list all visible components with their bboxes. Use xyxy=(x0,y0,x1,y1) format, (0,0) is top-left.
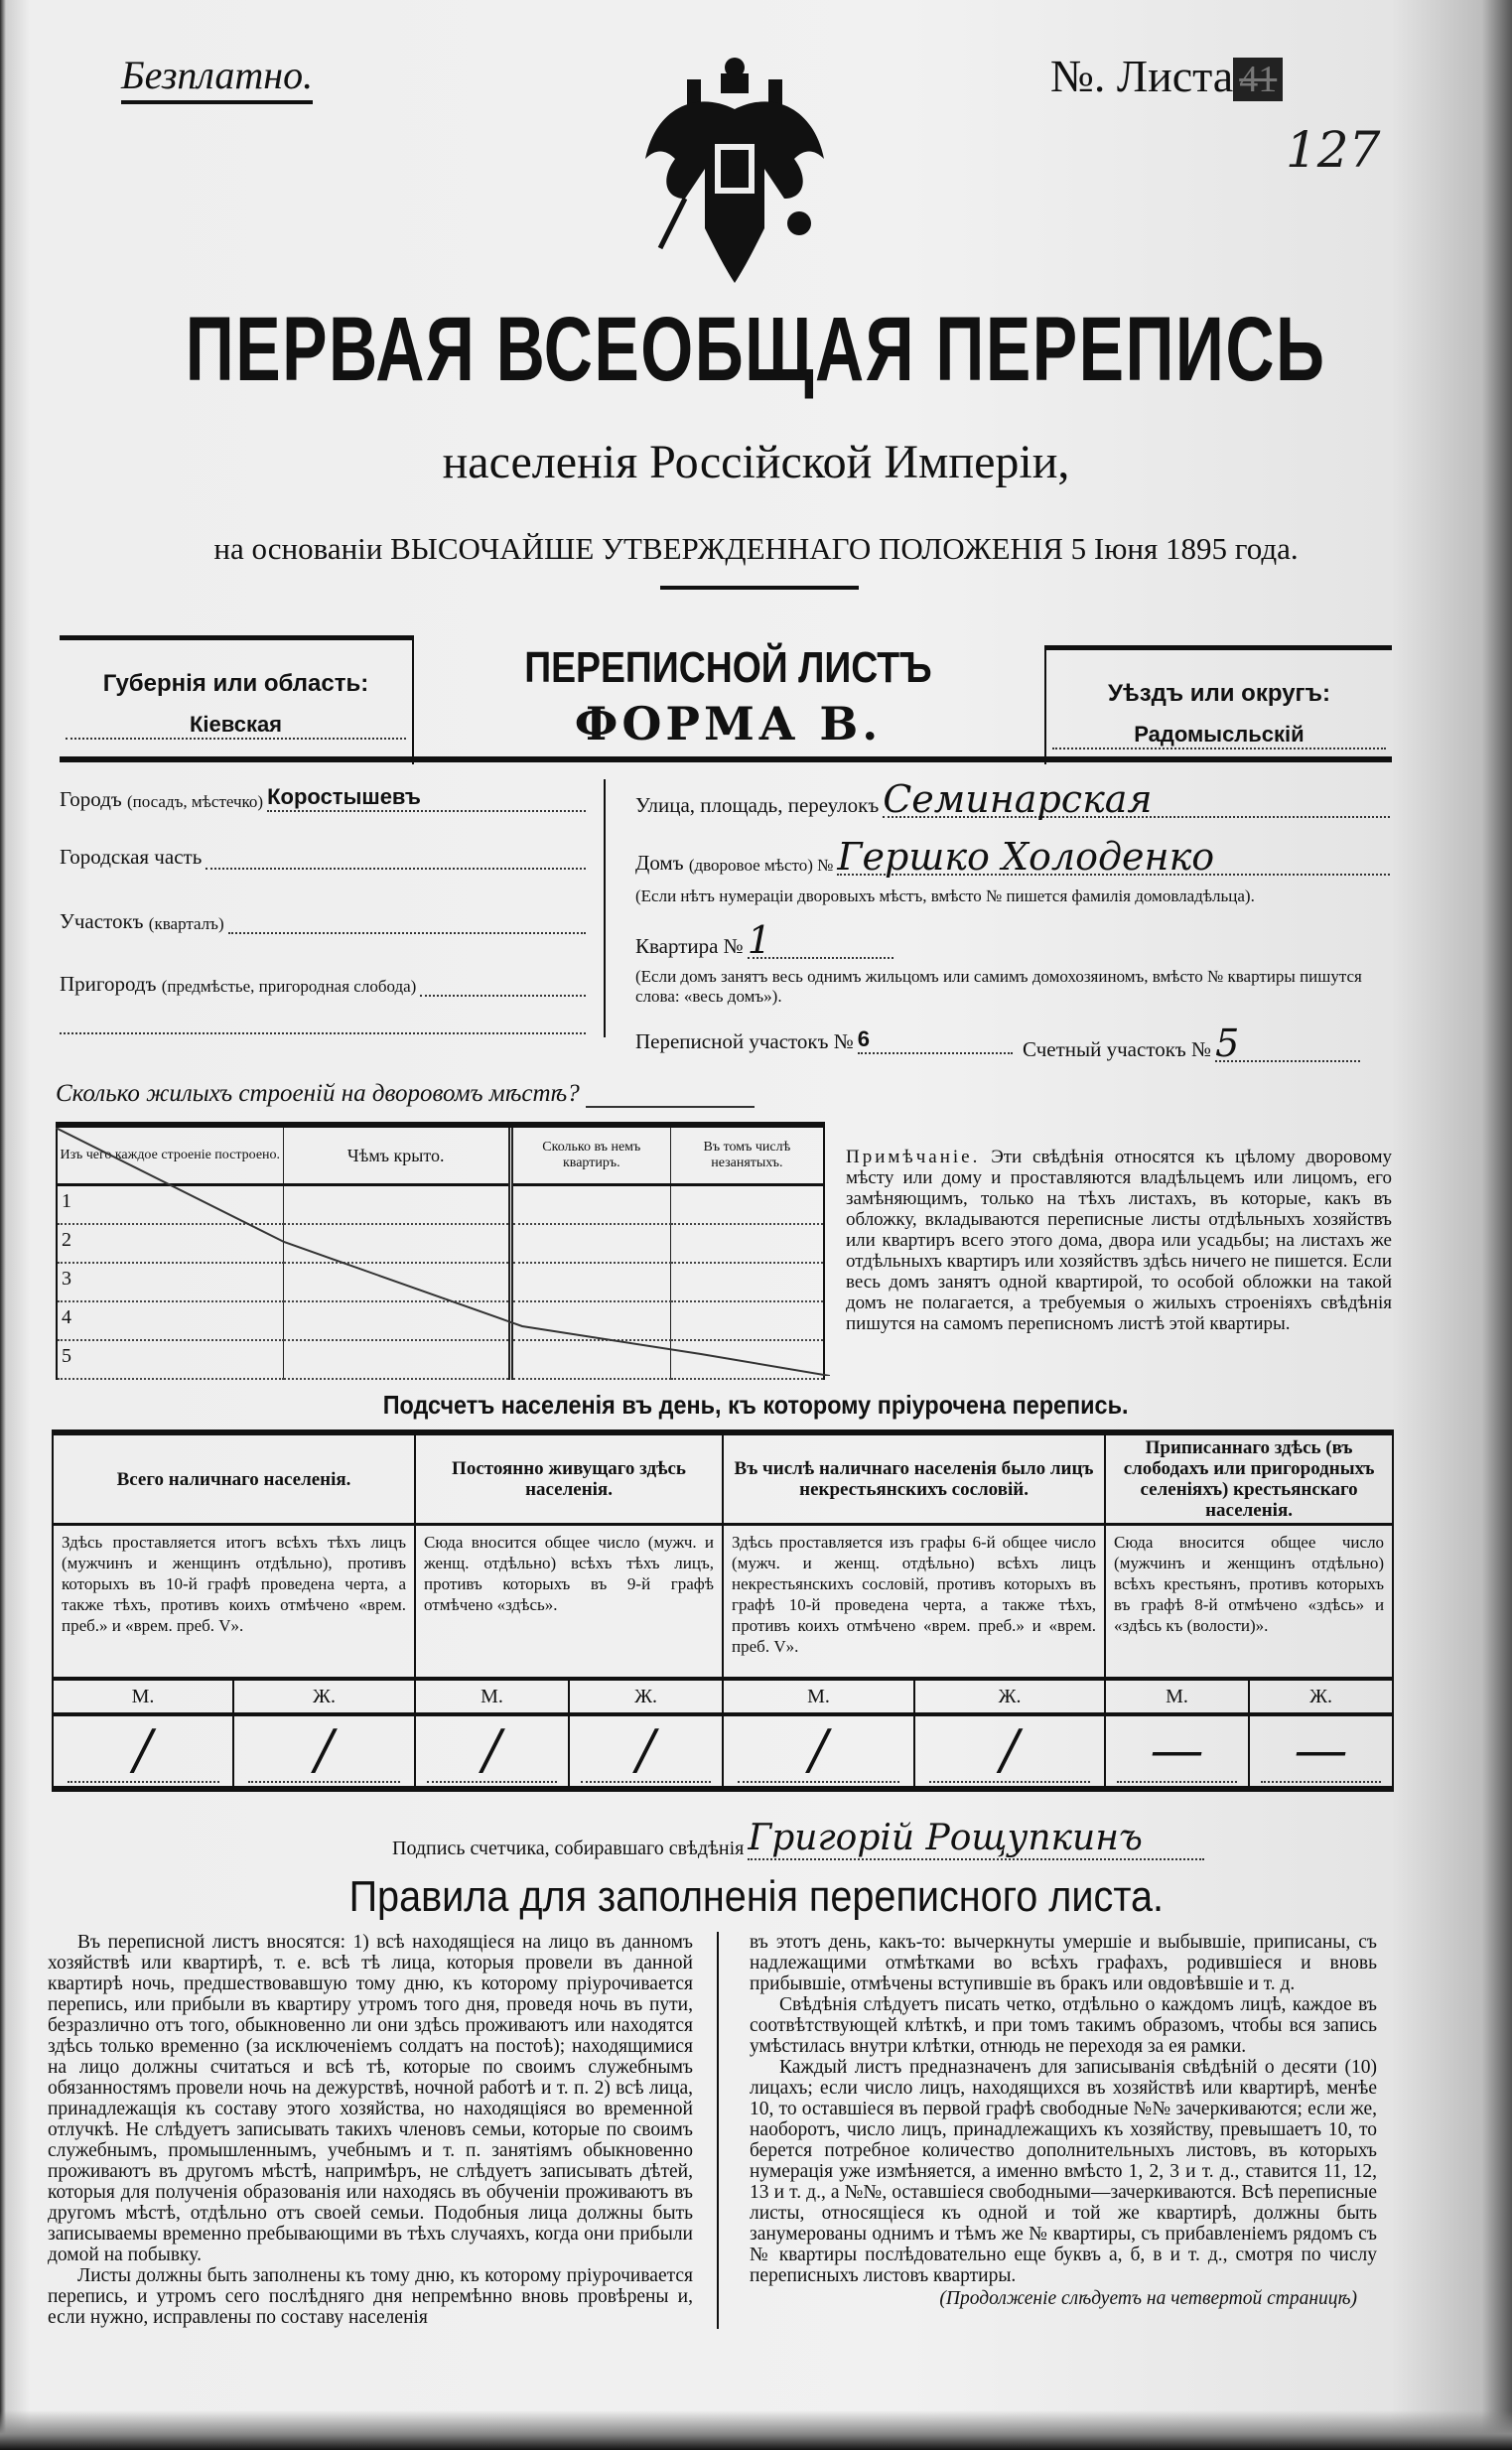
structures-table xyxy=(56,1122,825,1380)
table-header-row xyxy=(57,1125,824,1185)
page-title-container xyxy=(0,298,1512,402)
house-field[interactable]: Гершко Холоденко xyxy=(837,840,1390,876)
suburb-extra-line[interactable] xyxy=(60,1032,586,1034)
divider xyxy=(60,756,1392,762)
rules-paragraph: Свѣдѣнія слѣдуетъ писать четко, отдѣльно о каждомъ лицѣ, каждое въ соотвѣтствующей клѣткѣ, и при томъ такимъ образомъ, чтобы вся запись умѣстилась внутри клѣтки, отнюдь не переходя за ея рамки. xyxy=(750,1994,1377,2057)
table-row xyxy=(57,1224,824,1263)
male-header: М. xyxy=(53,1679,233,1714)
table-row xyxy=(57,1185,824,1225)
city-part-row xyxy=(60,844,586,870)
form-title: ПЕРЕПИСНОЙ ЛИСТЪ xyxy=(524,643,932,692)
rules-title-container xyxy=(0,1872,1512,1922)
female-count-cell[interactable] xyxy=(233,1714,415,1789)
census-district-row xyxy=(635,1026,1013,1054)
table-cell[interactable] xyxy=(510,1185,670,1225)
table-cell[interactable] xyxy=(670,1185,824,1225)
male-count-cell[interactable] xyxy=(415,1714,569,1789)
house-hint: (дворовое мѣсто) № xyxy=(688,856,834,875)
table-cell[interactable] xyxy=(510,1301,670,1340)
table-cell[interactable] xyxy=(670,1301,824,1340)
district-field[interactable]: Радомысльскій xyxy=(1052,722,1386,749)
precinct-row xyxy=(60,908,586,934)
census-district-field[interactable]: 6 xyxy=(858,1026,1013,1054)
male-header: М. xyxy=(1105,1679,1249,1714)
structures-question-row xyxy=(56,1080,755,1108)
female-header: Ж. xyxy=(233,1679,415,1714)
male-header: М. xyxy=(723,1679,914,1714)
table-cell[interactable] xyxy=(510,1224,670,1263)
divider xyxy=(604,779,606,1037)
table-cell[interactable] xyxy=(283,1185,510,1225)
table-cell[interactable] xyxy=(283,1301,510,1340)
town-hint: (посадъ, мѣстечко) xyxy=(126,792,264,811)
note-text: Эти свѣдѣнія относятся къ цѣлому дворовому мѣсту или дому и проставляются владѣльцемъ или лицомъ, его замѣняющимъ, только на тѣхъ листахъ, въ которые, какъ въ обложку, вкладываются переписные листы отдѣльныхъ хозяйствъ или квартиръ всего этого дома, двора или усадьбы; на листахъ же отдѣльныхъ квартиръ или хозяйствъ здѣсь ничего не пишется. Если весь домъ занятъ одной квартирой, то особой обложки на такой домъ не полагается, а требуемыя о жилыхъ строеніяхъ свѣдѣнія пишутся на самомъ переписномъ листѣ этой квартиры. xyxy=(846,1147,1392,1334)
female-count: / xyxy=(248,1719,401,1783)
rules-paragraph: Каждый листъ предназначенъ для записыванія свѣдѣній о десяти (10) лицахъ; если число лицъ, находящихся въ хозяйствѣ или квартирѣ, менѣе 10, то оставшіеся въ первой графѣ свободные №№ зачеркиваются; если же, наоборотъ, число лицъ, принадлежащихъ къ хозяйству, превышаетъ 10, то берется потребное количество дополнительныхъ листовъ, въ которыхъ нумерація уже измѣняется, а именно вмѣсто 1, 2, 3 и т. д., ставится 11, 12, 13 и т. д., а №№, оставшіеся свободными—зачеркиваются. Всѣ переписные листы, относящіеся къ одной и той же квартирѣ, должны быть занумерованы однимъ и тѣмъ же № квартиры, съ прибавленіемъ рядомъ съ № квартиры послѣдовательно еще буквъ а, б, в и т. д., смотря по числу переписныхъ листовъ квартиры. xyxy=(750,2057,1377,2286)
table-row xyxy=(57,1301,824,1340)
group-title-row xyxy=(53,1432,1393,1525)
male-header: М. xyxy=(415,1679,569,1714)
row-number: 2 xyxy=(57,1224,283,1263)
rules-paragraph: въ этотъ день, какъ-то: вычеркнуты умершіе и выбывшіе, приписаны, съ надлежащими отмѣтками во всѣхъ графахъ, родившіеся и вновь прибывшіе, отмѣчены вступившіе въ бракъ или овдовѣвшіе и т. д. xyxy=(750,1932,1377,1994)
town-label: Городъ xyxy=(60,787,122,811)
suburb-field[interactable] xyxy=(420,971,586,997)
female-header: Ж. xyxy=(569,1679,723,1714)
row-number: 4 xyxy=(57,1301,283,1340)
male-count-cell[interactable] xyxy=(53,1714,233,1789)
apartment-label: Квартира № xyxy=(635,934,744,958)
population-table xyxy=(52,1429,1394,1792)
female-count: / xyxy=(581,1719,710,1783)
population-heading: Подсчетъ населенія въ день, къ которому пріурочена перепись. xyxy=(383,1390,1129,1420)
province-field[interactable]: Кіевская xyxy=(66,712,406,740)
row-number: 1 xyxy=(57,1185,283,1225)
group-description: Здѣсь проставляется итогъ всѣхъ тѣхъ лицъ (мужчинъ и женщинъ отдѣльно), противъ которыхъ въ 10-й графѣ проведена черта, а также тѣхъ, противъ коихъ отмѣчено «врем. преб.» и «врем. преб. V». xyxy=(53,1525,415,1680)
form-letter: ФОРМА В. xyxy=(574,697,883,750)
divider xyxy=(660,586,859,590)
table-cell[interactable] xyxy=(670,1224,824,1263)
row-number: 5 xyxy=(57,1340,283,1379)
row-number: 3 xyxy=(57,1263,283,1301)
precinct-label: Участокъ xyxy=(60,909,144,933)
house-label: Домъ xyxy=(635,851,684,875)
group-title: Постоянно живущаго здѣсь населенія. xyxy=(415,1432,723,1525)
male-count-cell[interactable] xyxy=(723,1714,914,1789)
male-count: / xyxy=(738,1719,898,1783)
sheet-number-handwritten: 127 xyxy=(1286,121,1381,179)
column-divider xyxy=(717,1932,719,2329)
apartment-note: (Если домъ занятъ весь однимъ жильцомъ или самимъ домохозяиномъ, вмѣсто № квартиры пишутся слова: «весь домъ»). xyxy=(635,967,1362,1006)
count-district-field[interactable]: 5 xyxy=(1215,1026,1360,1062)
population-heading-container xyxy=(0,1390,1512,1421)
apartment-row xyxy=(635,918,893,962)
rules-right-column xyxy=(750,1932,1377,2309)
page-title: ПЕРВАЯ ВСЕОБЩАЯ ПЕРЕПИСЬ xyxy=(186,299,1326,400)
paper-edge xyxy=(0,2410,1512,2450)
group-description: Сюда вносится общее число (мужчинъ и женщинъ отдѣльно) всѣхъ крестьянъ, противъ которыхъ въ графѣ 8-й отмѣчено «здѣсь» и «здѣсь къ (волости)». xyxy=(1105,1525,1393,1680)
female-count-cell[interactable] xyxy=(569,1714,723,1789)
group-title: Въ числѣ наличнаго населенія было лицъ некрестьянскихъ сословій. xyxy=(723,1432,1105,1525)
table-cell[interactable] xyxy=(283,1263,510,1301)
table-cell[interactable] xyxy=(283,1224,510,1263)
page-subtitle: населенія Россійской Имперіи, xyxy=(442,436,1070,488)
legal-basis: на основаніи ВЫСОЧАЙШЕ УТВЕРЖДЕННАГО ПОЛОЖЕНІЯ 5 Іюня 1895 года. xyxy=(213,531,1299,566)
sex-header-row xyxy=(53,1679,1393,1714)
female-count-cell[interactable] xyxy=(914,1714,1105,1789)
province-box xyxy=(60,635,414,764)
column-header: Въ томъ числѣ незанятыхъ. xyxy=(670,1125,824,1185)
signature-label: Подпись счетчика, собиравшаго свѣдѣнія xyxy=(392,1838,745,1859)
table-cell[interactable] xyxy=(670,1263,824,1301)
group-description: Здѣсь проставляется изъ графы 6-й общее число (мужч. и женщ. отдѣльно) всѣхъ лицъ некрестьянскихъ сословій, противъ которыхъ въ графѣ 10-й проведена черта, а также тѣхъ, противъ коихъ отмѣчено «врем. преб.» и «врем. преб. V». xyxy=(723,1525,1105,1680)
male-count: — xyxy=(1117,1719,1238,1783)
street-label: Улица, площадь, переулокъ xyxy=(635,793,880,817)
city-part-label: Городская часть xyxy=(60,845,203,869)
count-district-label: Счетный участокъ № xyxy=(1023,1037,1212,1061)
census-district-label: Переписной участокъ № xyxy=(635,1029,854,1053)
structures-answer-field[interactable] xyxy=(586,1106,755,1108)
street-row xyxy=(635,777,1390,821)
group-title: Всего наличнаго населенія. xyxy=(53,1432,415,1525)
street-field[interactable]: Семинарская xyxy=(883,782,1390,818)
female-header: Ж. xyxy=(1249,1679,1393,1714)
column-header: Изъ чего каждое строеніе построено. xyxy=(57,1125,283,1185)
precinct-hint: (кварталъ) xyxy=(148,914,224,933)
rules-paragraph: Въ переписной листъ вносятся: 1) всѣ находящіеся на лицо въ данномъ хозяйствѣ или квартирѣ, т. е. всѣ тѣ лица, которыя провели въ данной квартирѣ ночь, предшествовавшую тому дню, къ которому пріурочивается перепись, или прибыли въ квартиру утромъ того дня, проведя ночь въ пути, безразлично отъ того, обыкновенно ли они здѣсь проживаютъ или находятся здѣсь только временно (за исключеніемъ солдатъ на постоѣ); находящимися на лицо должны считаться и всѣ тѣ, которые по своимъ служебнымъ обязанностямъ провели ночь на дежурствѣ, ночной работѣ и т. п. 2) всѣ лица, принадлежащія къ составу этого хозяйства, но находящіяся во временной отлучкѣ. Не слѣдуетъ записывать такихъ членовъ семьи, которые по своимъ служебнымъ, промышленнымъ, учебнымъ и т. п. занятіямъ обыкновенно проживаютъ въ другомъ мѣстѣ, напримѣръ, не слѣдуетъ записывать дѣтей, которыя для полученія образованія или находясь въ обученіи проживаютъ въ другомъ мѣстѣ, отдѣльно отъ своей семьи. Подобныя лица должны быть записываемы временно пребывающими въ тѣхъ случаяхъ, когда они прибыли домой на побывку. xyxy=(48,1932,693,2265)
sheet-number-crossed: 41 xyxy=(1233,58,1283,101)
table-cell[interactable] xyxy=(283,1340,510,1379)
note-heading: Примѣчаніе. xyxy=(846,1147,981,1167)
female-header: Ж. xyxy=(914,1679,1105,1714)
form-title-box xyxy=(412,635,1044,750)
house-row xyxy=(635,835,1390,879)
continued-note: (Продолженіе слѣдуетъ на четвертой страницѣ) xyxy=(939,2288,1357,2309)
sheet-number-label: №. Листа xyxy=(1050,51,1234,101)
group-description-row xyxy=(53,1525,1393,1680)
apartment-field[interactable]: 1 xyxy=(748,923,893,959)
signature-field[interactable]: Григорій Рощупкинъ xyxy=(748,1819,1204,1860)
suburb-label: Пригородъ xyxy=(60,972,157,996)
female-count-cell[interactable] xyxy=(1249,1714,1393,1789)
group-description: Сюда вносится общее число (мужч. и женщ. отдѣльно) всѣхъ тѣхъ лицъ, противъ которыхъ въ 9-й графѣ отмѣчено «здѣсь». xyxy=(415,1525,723,1680)
male-count-cell[interactable] xyxy=(1105,1714,1249,1789)
suburb-hint: (предмѣстье, пригородная слобода) xyxy=(161,977,417,996)
table-cell[interactable] xyxy=(510,1340,670,1379)
male-count: / xyxy=(68,1719,219,1783)
suburb-row xyxy=(60,971,586,997)
rules-left-column xyxy=(48,1932,693,2328)
table-row xyxy=(57,1340,824,1379)
female-count: — xyxy=(1261,1719,1382,1783)
column-header: Сколько въ немъ квартиръ. xyxy=(510,1125,670,1185)
district-box xyxy=(1044,645,1392,764)
double-headed-eagle-icon xyxy=(625,50,844,288)
column-header: Чѣмъ крыто. xyxy=(283,1125,510,1185)
rules-paragraph: Листы должны быть заполнены къ тому дню, къ которому пріурочивается перепись, и утромъ сего послѣдняго дня непремѣнно вновь провѣрены и, если нужно, исправлены по составу населенія xyxy=(48,2265,693,2328)
rules-title: Правила для заполненія переписного листа. xyxy=(348,1872,1164,1921)
values-row xyxy=(53,1714,1393,1789)
structures-question: Сколько жилыхъ строеній на дворовомъ мѣстѣ? xyxy=(56,1080,580,1107)
structures-note xyxy=(846,1147,1392,1334)
house-note: (Если нѣтъ нумераціи дворовыхъ мѣстъ, вмѣсто № пишется фамилія домовладѣльца). xyxy=(635,886,1255,905)
province-label: Губернія или область: xyxy=(102,670,369,697)
city-part-field[interactable] xyxy=(206,844,586,870)
table-row xyxy=(57,1263,824,1301)
sheet-number xyxy=(1050,50,1283,102)
count-district-row xyxy=(1023,1021,1360,1065)
district-label: Уѣздъ или округъ: xyxy=(1107,680,1331,707)
male-count: / xyxy=(427,1719,556,1783)
female-count: / xyxy=(929,1719,1090,1783)
precinct-field[interactable] xyxy=(228,908,586,934)
free-of-charge-label: Безплатно. xyxy=(121,52,313,104)
town-field[interactable]: Коростышевъ xyxy=(267,784,586,812)
town-row xyxy=(60,784,586,812)
enumerator-signature-row xyxy=(392,1819,1204,1860)
table-cell[interactable] xyxy=(670,1340,824,1379)
group-title: Приписаннаго здѣсь (въ слободахъ или пригородныхъ селеніяхъ) крестьянскаго населенія. xyxy=(1105,1432,1393,1525)
table-cell[interactable] xyxy=(510,1263,670,1301)
